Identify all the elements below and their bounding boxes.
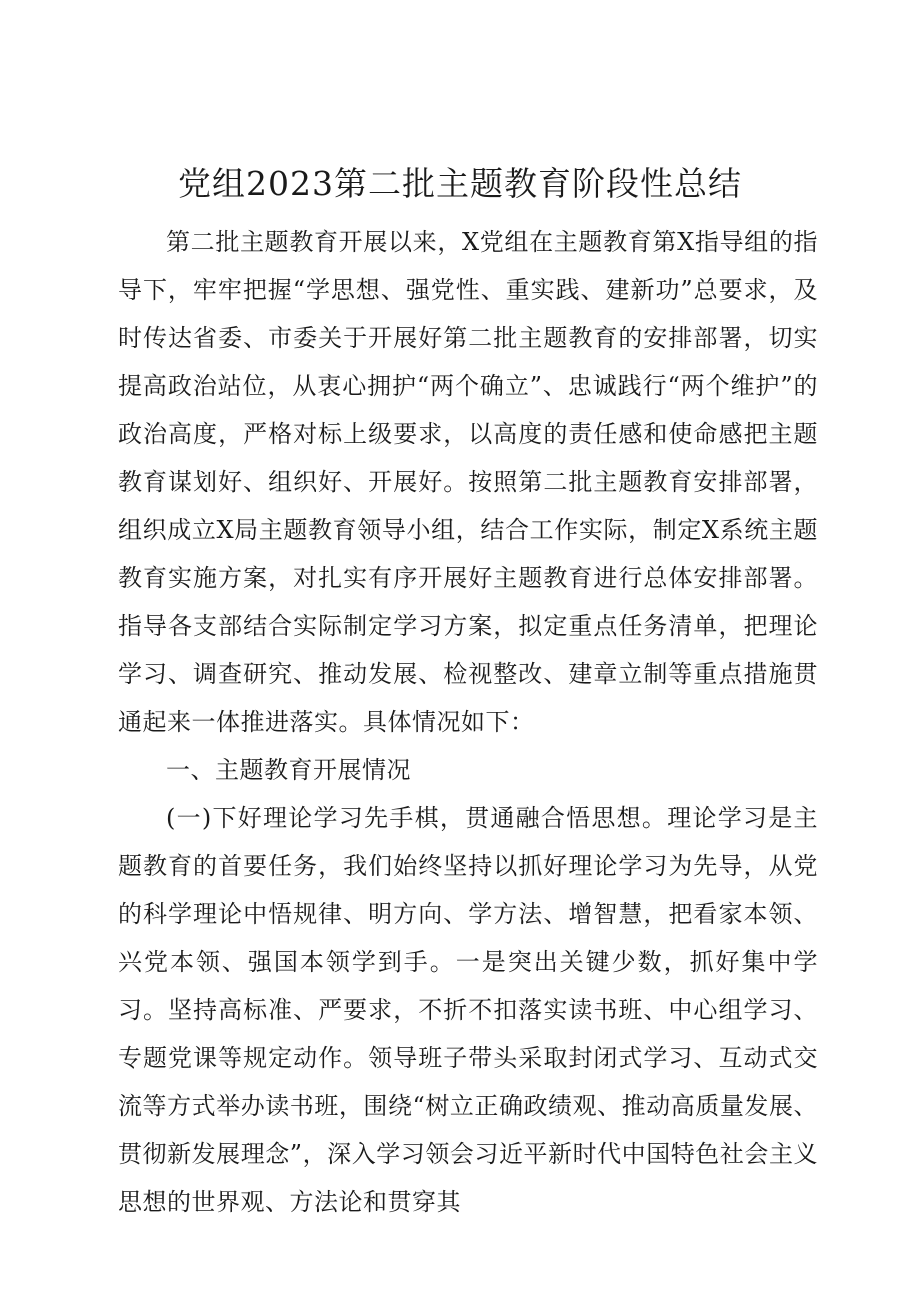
intro-paragraph: 第二批主题教育开展以来，X党组在主题教育第X指导组的指导下，牢牢把握“学思想、强党性、重实践、建新功”总要求，及时传达省委、市委关于开展好第二批主题教育的安排部署，切实提高政治站位，从衷心拥护“两个确立”、忠诚践行“两个维护”的政治高度，严格对标上级要求，以高度的责任感和使命感把主题教育谋划好、组织好、开展好。按照第二批主题教育安排部署，组织成立X局主题教育领导小组，结合工作实际，制定X系统主题教育实施方案，对扎实有序开展好主题教育进行总体安排部署。指导各支部结合实际制定学习方案，拟定重点任务清单，把理论学习、调查研究、推动发展、检视整改、建章立制等重点措施贯通起来一体推进落实。具体情况如下： bbox=[118, 228, 818, 736]
section-paragraph: (一)下好理论学习先手棋，贯通融合悟思想。理论学习是主题教育的首要任务，我们始终坚持以抓好理论学习为先导，从党的科学理论中悟规律、明方向、学方法、增智慧，把看家本领、兴党本领、强国本领学到手。一是突出关键少数，抓好集中学习。坚持高标准、严要求，不折不扣落实读书班、中心组学习、专题党课等规定动作。领导班子带头采取封闭式学习、互动式交流等方式举办读书班，围绕“树立正确政绩观、推动高质量发展、贯彻新发展理念”，深入学习领会习近平新时代中国特色社会主义思想的世界观、方法论和贯穿其 bbox=[118, 804, 818, 1216]
section-heading: 一、主题教育开展情况 bbox=[166, 756, 411, 784]
document-title: 党组2023第二批主题教育阶段性总结 bbox=[178, 164, 742, 203]
document-body bbox=[118, 218, 818, 1226]
